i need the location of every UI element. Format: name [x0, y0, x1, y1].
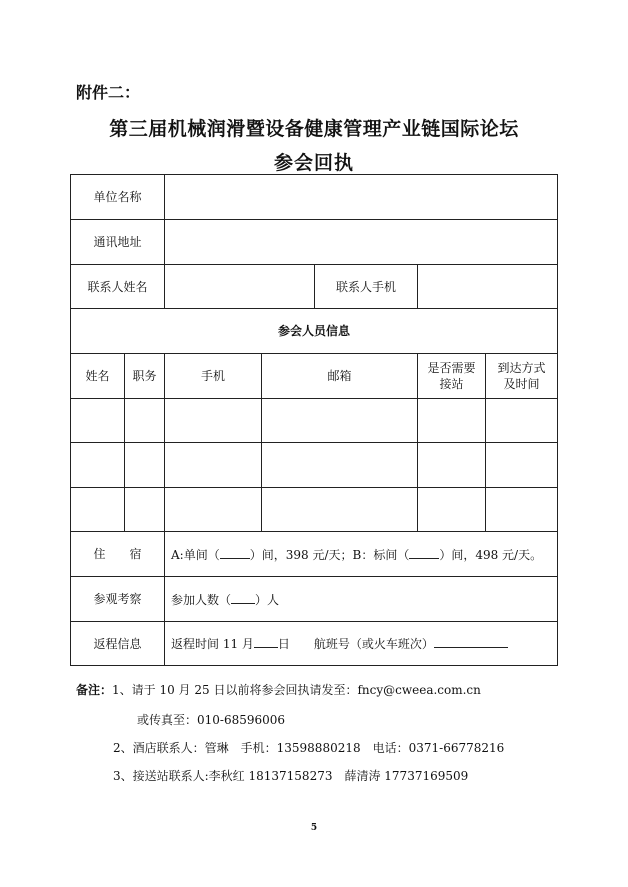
attendee-name-cell[interactable]	[71, 443, 125, 488]
visit-row	[71, 577, 558, 622]
document-title: 第三届机械润滑暨设备健康管理产业链国际论坛	[109, 118, 519, 140]
contact-phone-label: 联系人手机	[315, 265, 418, 309]
return-text-a: 返程时间 11 月	[171, 637, 254, 651]
lodging-options	[165, 532, 558, 577]
attendee-email-cell[interactable]	[262, 399, 418, 443]
attendee-phone-cell[interactable]	[165, 399, 262, 443]
visit-text-b: ）人	[255, 592, 280, 607]
notes-heading: 备注：	[76, 683, 113, 697]
lodging-label: 住 宿	[71, 532, 165, 577]
attendee-email-cell[interactable]	[262, 443, 418, 488]
return-day-blank[interactable]	[254, 635, 278, 648]
attendees-section-label: 参会人员信息	[71, 309, 558, 354]
attendee-name-cell[interactable]	[71, 488, 125, 532]
notes-item1: 1、请于 10 月 25 日以前将参会回执请发至：fncy@cweea.com.cn	[112, 683, 481, 697]
col-header-arrival	[486, 354, 558, 399]
attendee-row	[71, 399, 558, 443]
attendees-section-row	[71, 309, 558, 354]
single-room-count-blank[interactable]	[220, 546, 250, 559]
attendee-phone-cell[interactable]	[165, 488, 262, 532]
return-row	[71, 622, 558, 666]
page-number: 5	[310, 823, 318, 833]
visit-text-a: 参加人数（	[171, 592, 232, 607]
unit-name-row	[71, 175, 558, 220]
attendee-arrival-cell[interactable]	[486, 443, 558, 488]
notes-item2: 2、酒店联系人：管琳 手机：13598880218 电话：0371-66778216	[113, 741, 505, 755]
return-options	[165, 622, 558, 666]
visit-options	[165, 577, 558, 622]
flight-number-blank[interactable]	[434, 635, 508, 648]
lodging-text-a: A:单间（	[171, 547, 220, 562]
notes-item1-fax: 或传真至：010-68596006	[137, 713, 286, 727]
registration-form-table	[70, 174, 558, 666]
return-text-b: 日 航班号（或火车班次）	[277, 637, 434, 651]
address-label: 通讯地址	[71, 220, 165, 265]
lodging-text-c: ）间，498 元/天。	[439, 547, 543, 562]
unit-name-field[interactable]	[165, 175, 558, 220]
document-subtitle: 参会回执	[273, 152, 354, 174]
col-header-pickup-line2: 接站	[439, 377, 464, 391]
attendee-pickup-cell[interactable]	[418, 488, 486, 532]
col-header-arrival-line2: 及时间	[503, 377, 540, 391]
contact-row	[71, 265, 558, 309]
contact-name-label: 联系人姓名	[71, 265, 165, 309]
lodging-text-b: ）间，398 元/天；B：标间（	[249, 547, 410, 562]
attendees-header-row	[71, 354, 558, 399]
twin-room-count-blank[interactable]	[409, 546, 439, 559]
unit-name-label: 单位名称	[71, 175, 165, 220]
col-header-position: 职务	[125, 354, 165, 399]
col-header-pickup-line1: 是否需要	[427, 361, 476, 375]
attendee-pickup-cell[interactable]	[418, 443, 486, 488]
attachment-label: 附件二：	[76, 83, 141, 102]
address-field[interactable]	[165, 220, 558, 265]
attendee-arrival-cell[interactable]	[486, 399, 558, 443]
contact-phone-field[interactable]	[418, 265, 558, 309]
attendee-row	[71, 488, 558, 532]
attendee-email-cell[interactable]	[262, 488, 418, 532]
col-header-email: 邮箱	[262, 354, 418, 399]
col-header-arrival-line1: 到达方式	[497, 361, 546, 375]
col-header-pickup	[418, 354, 486, 399]
notes-item3: 3、接送站联系人:李秋红 18137158273 薛清涛 17737169509	[113, 769, 469, 783]
attendee-arrival-cell[interactable]	[486, 488, 558, 532]
attendee-phone-cell[interactable]	[165, 443, 262, 488]
attendee-pickup-cell[interactable]	[418, 399, 486, 443]
notes-line1	[76, 682, 481, 698]
address-row	[71, 220, 558, 265]
col-header-name: 姓名	[71, 354, 125, 399]
visit-label: 参观考察	[71, 577, 165, 622]
attendee-position-cell[interactable]	[125, 488, 165, 532]
visit-count-blank[interactable]	[231, 591, 255, 604]
attendee-row	[71, 443, 558, 488]
lodging-row	[71, 532, 558, 577]
contact-name-field[interactable]	[165, 265, 315, 309]
return-label: 返程信息	[71, 622, 165, 666]
attendee-position-cell[interactable]	[125, 399, 165, 443]
attendee-position-cell[interactable]	[125, 443, 165, 488]
col-header-phone: 手机	[165, 354, 262, 399]
attendee-name-cell[interactable]	[71, 399, 125, 443]
